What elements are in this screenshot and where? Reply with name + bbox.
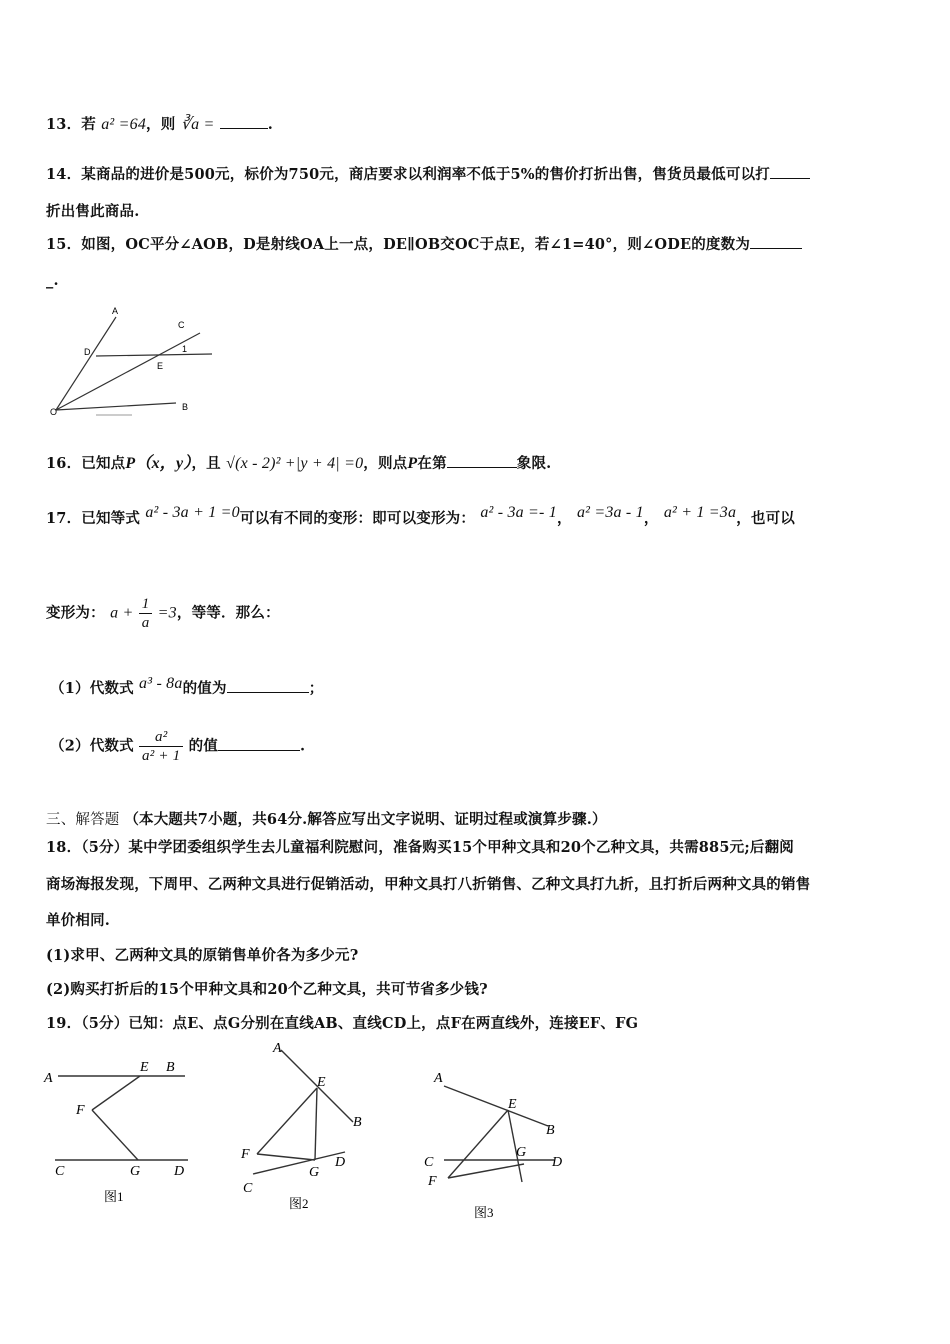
section-heading [46,808,607,829]
label-angle-1: 1 [182,344,188,354]
answer-blank [770,164,810,179]
svg-text:D: D [174,1164,185,1179]
question-15: 15．如图，OC平分∠AOB，D是射线OA上一点，DE∥OB交OC于点E，若∠1=40°，则∠ODE的度数为 [46,233,802,254]
svg-text:G: G [309,1165,320,1180]
formula: a² =64 [101,116,147,133]
answer-blank [750,234,802,249]
figure-19-2 [235,1036,385,1216]
answer-blank [220,114,268,129]
question-14: 14．某商品的进价是500元，标价为750元，商店要求以利润率不低于5%的售价打折出售，售货员最低可以打 [46,163,810,184]
label-d: D [84,347,91,357]
question-17-part-1: （1）代数式 a³ - 8a的值为 ； [50,675,324,697]
label-c: C [178,320,185,330]
svg-text:F: F [428,1174,437,1189]
svg-text:A: A [273,1041,282,1056]
svg-text:E: E [140,1060,149,1075]
question-18-line-2: 商场海报发现，下周甲、乙两种文具进行促销活动，甲种文具打八折销售、乙种文具打九折，且打折后两种文具的销售 [46,876,811,893]
svg-text:B: B [353,1115,362,1130]
svg-text:E: E [508,1097,517,1112]
figure-19-3 [418,1060,578,1230]
figure-caption: 图1 [104,1189,124,1204]
question-17: 17．已知等式 a² - 3a + 1 =0可以有不同的变形：即可以变形为： a² - 3a =- 1， a² =3a - 1， a² + 1 =3a，也可以 [46,504,796,527]
question-13: 13．若 a² =64，则 ∛a = . [46,116,273,133]
section-description: （本大题共7小题，共64分.解答应写出文字说明、证明过程或演算步骤.） [124,811,607,828]
svg-text:C: C [55,1164,65,1179]
question-15-cont: _. [46,272,59,289]
answer-blank [227,678,309,693]
figure-q15 [44,300,224,425]
question-18-sub-2: (2)购买打折后的15个甲种文具和20个乙种文具，共可节省多少钱? [46,981,488,998]
svg-text:C: C [243,1181,253,1196]
formula: a² - 3a + 1 =0 [145,504,240,521]
question-19: 19．（5分）已知：点E、点G分别在直线AB、直线CD上，点F在两直线外，连接EF、FG [46,1015,639,1032]
fraction: $\frac{1}{a}$ [139,595,153,632]
label-e: E [157,361,164,371]
formula: ∛a = [180,116,215,133]
svg-text:B: B [546,1123,555,1138]
question-number: 13． [46,116,82,133]
section-title: 三、解答题 [46,812,120,828]
question-16: 16．已知点P（x，y），且 √(x - 2)² +|y + 4| =0，则点P在第 象限. [46,455,552,472]
svg-text:G: G [516,1145,527,1160]
fraction: $\frac{\text{a²}}{\text{a² + 1}}$ [139,728,183,765]
svg-text:E: E [317,1075,326,1090]
figure-19-1 [40,1052,200,1212]
svg-text:F: F [76,1103,85,1118]
svg-text:F: F [241,1147,250,1162]
formula: √(x - 2)² +|y + 4| =0 [226,455,364,472]
figure-caption: 图3 [474,1205,494,1220]
svg-text:C: C [424,1155,434,1170]
svg-text:A: A [44,1071,53,1086]
svg-text:A: A [434,1071,443,1086]
question-17-part-2: （2）代数式 $\frac{\text{a²}}{\text{a² + 1}}$ 的值 . [50,729,306,764]
label-o: O [50,407,58,417]
svg-text:B: B [166,1060,175,1075]
question-14-cont: 折出售此商品. [46,203,140,220]
answer-blank [218,736,300,751]
svg-text:D: D [552,1155,563,1170]
svg-text:D: D [335,1155,346,1170]
label-a: A [112,306,119,316]
question-18: 18．（5分）某中学团委组织学生去儿童福利院慰问，准备购买15个甲种文具和20个乙种文具，共需885元;后翻阅 [46,839,794,856]
figure-caption: 图2 [289,1196,309,1211]
answer-blank [447,453,517,468]
question-17-cont: 变形为： a + $\frac{1}{a}$ =3，等等．那么： [46,596,280,631]
question-18-line-3: 单价相同. [46,912,111,929]
question-18-sub-1: (1)求甲、乙两种文具的原销售单价各为多少元? [46,947,359,964]
svg-text:G: G [130,1164,141,1179]
label-b: B [182,402,189,412]
